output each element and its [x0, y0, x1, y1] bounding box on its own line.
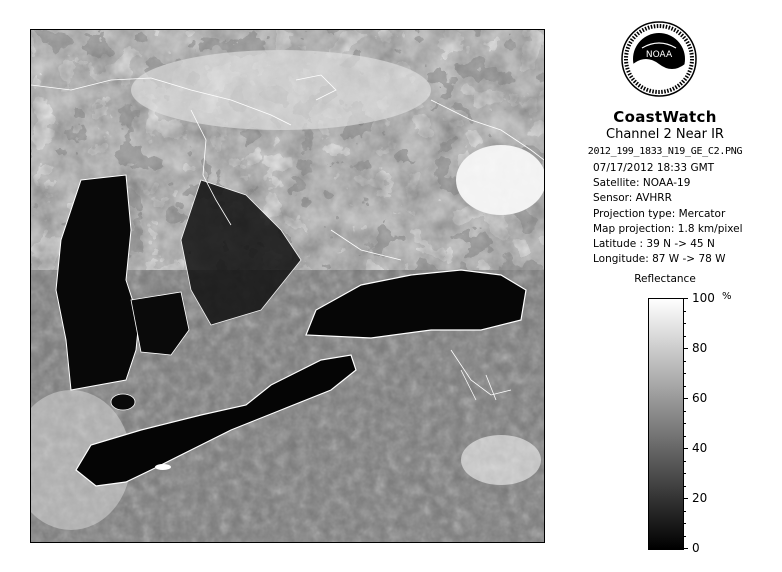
colorbar-minor-tick: [683, 311, 686, 312]
sensor-label: Sensor: AVHRR: [593, 192, 672, 204]
noaa-logo-text: NOAA: [645, 50, 673, 60]
reflectance-colorbar: [648, 298, 684, 550]
lake-st-clair: [111, 394, 135, 410]
channel-title: Channel 2 Near IR: [606, 127, 724, 142]
colorbar-minor-tick: [683, 323, 686, 324]
colorbar-tick-label: 100: [692, 291, 715, 305]
colorbar-tick-label: 0: [692, 541, 700, 555]
date-time: 07/17/2012 18:33 GMT: [593, 162, 715, 174]
colorbar-minor-tick: [683, 411, 686, 412]
colorbar-major-tick: [683, 398, 688, 399]
colorbar-title: Reflectance: [634, 273, 696, 285]
colorbar-minor-tick: [683, 361, 686, 362]
colorbar-major-tick: [683, 298, 688, 299]
colorbar-tick-label: 80: [692, 341, 708, 355]
colorbar-tick-label: 20: [692, 491, 708, 505]
colorbar-major-tick: [683, 548, 688, 549]
app-title: CoastWatch: [613, 108, 717, 126]
satellite-image: [30, 29, 545, 543]
latitude-range: Latitude : 39 N -> 45 N: [593, 238, 715, 250]
colorbar-minor-tick: [683, 523, 686, 524]
satellite-label: Satellite: NOAA-19: [593, 177, 691, 189]
colorbar-minor-tick: [683, 511, 686, 512]
colorbar-minor-tick: [683, 336, 686, 337]
colorbar-minor-tick: [683, 436, 686, 437]
colorbar-major-tick: [683, 448, 688, 449]
colorbar-minor-tick: [683, 386, 686, 387]
colorbar-minor-tick: [683, 373, 686, 374]
colorbar-minor-tick: [683, 536, 686, 537]
colorbar-major-tick: [683, 498, 688, 499]
erie-cloud-patch: [155, 464, 171, 470]
colorbar-tick-label: 60: [692, 391, 708, 405]
colorbar-minor-tick: [683, 486, 686, 487]
satellite-map-svg: [31, 30, 544, 542]
colorbar-unit: %: [722, 291, 732, 302]
filename: 2012_199_1833_N19_GE_C2.PNG: [587, 146, 743, 157]
longitude-range: Longitude: 87 W -> 78 W: [593, 253, 726, 265]
colorbar-minor-tick: [683, 423, 686, 424]
noaa-logo-icon: [620, 20, 698, 98]
colorbar-major-tick: [683, 348, 688, 349]
colorbar-tick-label: 40: [692, 441, 708, 455]
map-projection: Map projection: 1.8 km/pixel: [593, 223, 743, 235]
projection-type: Projection type: Mercator: [593, 208, 726, 220]
colorbar-minor-tick: [683, 473, 686, 474]
colorbar-minor-tick: [683, 461, 686, 462]
